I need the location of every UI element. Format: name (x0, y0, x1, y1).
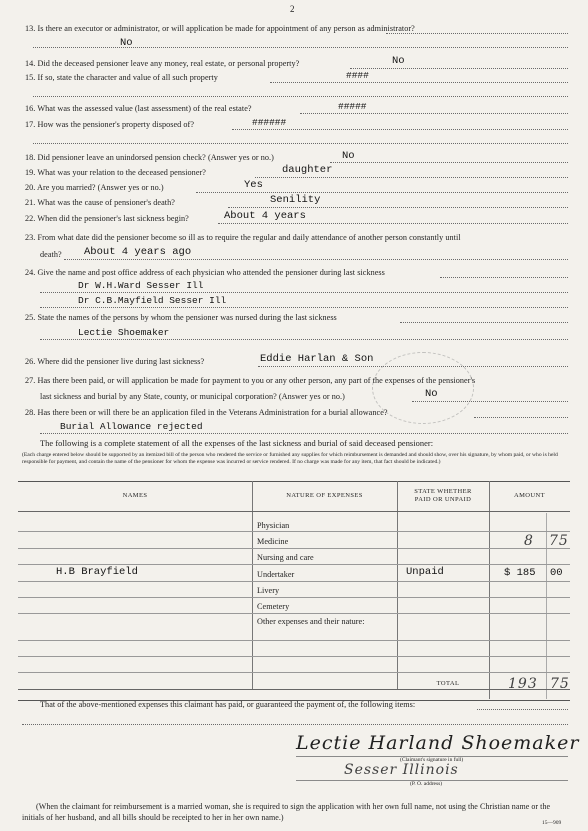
answer-19: daughter (282, 164, 333, 176)
answer-16: ##### (338, 101, 367, 112)
expense-livery: Livery (257, 586, 280, 595)
question-17: 17. How was the pensioner's property disposed of? (25, 120, 195, 129)
dotted-line (40, 339, 568, 340)
dotted-line (40, 433, 568, 434)
expense-instructions: (Each charge entered below should be supported by an itemized bill of the person who rendered the service or furnished any supplies for which reimbursement is demanded and should show, over his signature, by whom paid, or who is held responsible for payment, and contain the name of the pensioner for whom the expense was incurred or service rendered. If no charge was made for any item, that fact should be indicated.) (22, 452, 558, 465)
header-names: NAMES (122, 492, 148, 499)
dotted-line (300, 113, 568, 114)
dotted-line (330, 162, 568, 163)
question-16: 16. What was the assessed value (last assessment) of the real estate? (25, 104, 252, 113)
page-number: 2 (290, 4, 295, 14)
dotted-line (196, 192, 568, 193)
question-27-cont: last sickness and burial by any State, county, or municipal corporation? (Answer yes or no.) (40, 392, 345, 401)
question-27: 27. Has there been paid, or will application be made for payment to you or any other person, any part of the expenses of the pensioner's (25, 376, 476, 385)
dotted-line (477, 709, 568, 710)
dotted-line (400, 322, 568, 323)
answer-25: Lectie Shoemaker (78, 327, 170, 338)
medicine-dollars: 8 (524, 533, 534, 549)
answer-24-line1: Dr W.H.Ward Sesser Ill (78, 280, 204, 291)
answer-21: Senility (270, 194, 321, 206)
question-14: 14. Did the deceased pensioner leave any money, real estate, or personal property? (25, 59, 300, 68)
answer-14: No (392, 55, 405, 67)
expense-other: Other expenses and their nature: (257, 617, 365, 626)
dotted-line (40, 292, 568, 293)
dotted-line (228, 207, 568, 208)
dotted-line (412, 401, 568, 402)
question-20: 20. Are you married? (Answer yes or no.) (25, 183, 164, 192)
dotted-line (40, 307, 568, 308)
paid-statement: That of the above-mentioned expenses this claimant has paid, or guaranteed the payment of, the following items: (40, 700, 416, 709)
dotted-line (64, 259, 568, 260)
address-caption: (P. O. address) (410, 781, 443, 787)
undertaker-dollars: $ 185 (504, 567, 536, 579)
dotted-line (33, 96, 568, 97)
expense-undertaker: Undertaker (257, 570, 295, 579)
claimant-signature: Lectie Harland Shoemaker (296, 732, 580, 754)
total-label: TOTAL (436, 680, 460, 687)
expense-medicine: Medicine (257, 537, 289, 546)
question-23-cont: death? (40, 250, 62, 259)
answer-24-line2: Dr C.B.Mayfield Sesser Ill (78, 295, 227, 306)
dotted-line (440, 277, 568, 278)
medicine-cents: 75 (549, 533, 569, 549)
question-26: 26. Where did the pensioner live during last sickness? (25, 357, 205, 366)
answer-26: Eddie Harlan & Son (260, 353, 374, 365)
total-cents: 75 (550, 676, 570, 692)
undertaker-status: Unpaid (406, 566, 444, 578)
question-13: 13. Is there an executor or administrator, or will application be made for appointment of any person as administrator? (25, 24, 415, 33)
header-state: STATE WHETHER (414, 488, 472, 495)
dotted-line (33, 143, 568, 144)
answer-13: No (120, 37, 133, 49)
answer-22: About 4 years (224, 210, 306, 222)
answer-28: Burial Allowance rejected (60, 421, 203, 432)
total-dollars: 193 (508, 676, 538, 692)
expense-nursing: Nursing and care (257, 553, 314, 562)
question-23: 23. From what date did the pensioner become so ill as to require the regular and daily attendance of another person constantly until (25, 233, 461, 242)
dotted-line (232, 129, 568, 130)
dotted-line (386, 33, 568, 34)
expense-cemetery: Cemetery (257, 602, 290, 611)
dotted-line (33, 47, 568, 48)
claimant-address: Sesser Illinois (344, 762, 459, 778)
dotted-line (255, 177, 568, 178)
dotted-line (258, 366, 568, 367)
dotted-line (474, 417, 568, 418)
question-22: 22. When did the pensioner's last sickness begin? (25, 214, 189, 223)
dotted-line (218, 223, 568, 224)
undertaker-name: H.B Brayfield (56, 566, 138, 578)
question-19: 19. What was your relation to the deceased pensioner? (25, 168, 206, 177)
expense-table (18, 481, 570, 701)
answer-20: Yes (244, 179, 263, 191)
dotted-line (270, 82, 568, 83)
question-21: 21. What was the cause of pensioner's death? (25, 198, 175, 207)
question-25: 25. State the names of the persons by whom the pensioner was nursed during the last sickness (25, 313, 337, 322)
header-amount: AMOUNT (514, 492, 545, 499)
header-state-line2: PAID OR UNPAID (414, 496, 472, 503)
undertaker-cents: 00 (550, 567, 563, 579)
answer-18: No (342, 150, 355, 162)
question-24: 24. Give the name and post office address of each physician who attended the pensioner during last sickness (25, 268, 385, 277)
question-28: 28. Has there been or will there be an application filed in the Veterans Administration for a burial allowance? (25, 408, 388, 417)
question-18: 18. Did pensioner leave an unindorsed pension check? (Answer yes or no.) (25, 153, 274, 162)
answer-23: About 4 years ago (84, 246, 192, 258)
footer-note: (When the claimant for reimbursement is a married woman, she is required to sign the application with her own full name, not using the Christian name or the initials of her husband, and all bills should be receipted to her in her own name.) (22, 802, 551, 822)
question-15: 15. If so, state the character and value of all such property (25, 73, 218, 82)
expense-statement: The following is a complete statement of all the expenses of the last sickness and burial of said deceased pensioner: (40, 439, 434, 448)
answer-17: ###### (252, 117, 287, 128)
answer-27: No (425, 388, 438, 400)
form-code: 15—909 (542, 820, 562, 826)
header-nature: NATURE OF EXPENSES (286, 492, 363, 499)
expense-physician: Physician (257, 521, 290, 530)
signature-caption: (Claimant's signature in full) (400, 757, 464, 763)
answer-15: #### (346, 70, 369, 81)
dotted-line (22, 724, 568, 725)
dotted-line (350, 68, 568, 69)
